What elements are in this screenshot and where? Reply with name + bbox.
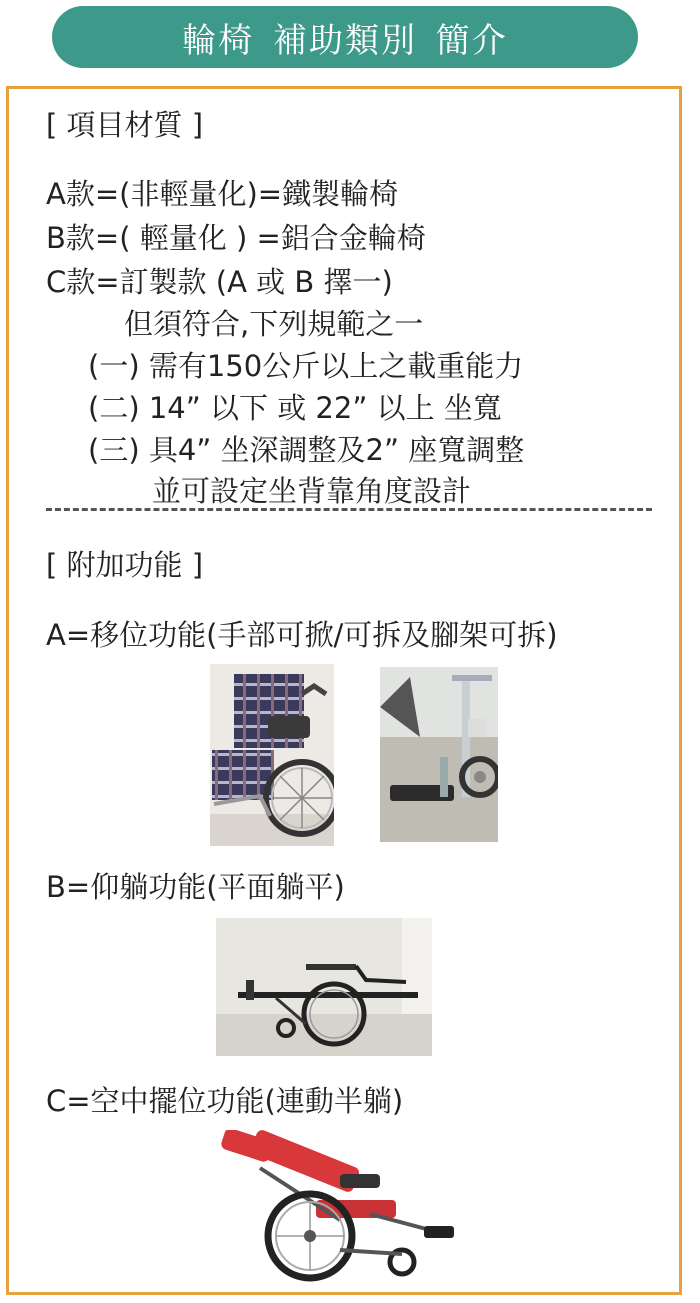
page-title-banner — [52, 6, 638, 68]
section-divider — [46, 508, 652, 511]
requirement-item-2: (二) 14” 以下 或 22” 以上 坐寬 — [88, 391, 502, 425]
addons-heading: [ 附加功能 ] — [46, 548, 204, 582]
requirement-item-3-cont: 並可設定坐背靠角度設計 — [152, 474, 472, 508]
reclining-wheelchair-photo — [216, 918, 432, 1056]
addon-a-label: A=移位功能(手部可掀/可拆及腳架可拆) — [46, 618, 558, 652]
page-title: 輪椅 補助類別 簡介 — [182, 20, 508, 61]
materials-heading: [ 項目材質 ] — [46, 108, 204, 142]
requirement-item-1: (一) 需有150公斤以上之載重能力 — [88, 349, 524, 383]
addon-b-label: B=仰躺功能(平面躺平) — [46, 870, 345, 904]
material-line-requirement: 但須符合,下列規範之一 — [124, 307, 424, 341]
requirement-item-3: (三) 具4” 坐深調整及2” 座寬調整 — [88, 433, 525, 467]
tilt-wheelchair-photo — [220, 1130, 462, 1286]
material-line-b: B款=( 輕量化 ) =鋁合金輪椅 — [46, 221, 426, 255]
wheelchair-footrest-photo — [380, 667, 498, 842]
material-line-c: C款=訂製款 (A 或 B 擇一) — [46, 265, 393, 299]
addon-c-label: C=空中擺位功能(連動半躺) — [46, 1084, 404, 1118]
material-line-a: A款=(非輕量化)=鐵製輪椅 — [46, 177, 399, 211]
wheelchair-armrest-photo — [210, 664, 334, 846]
